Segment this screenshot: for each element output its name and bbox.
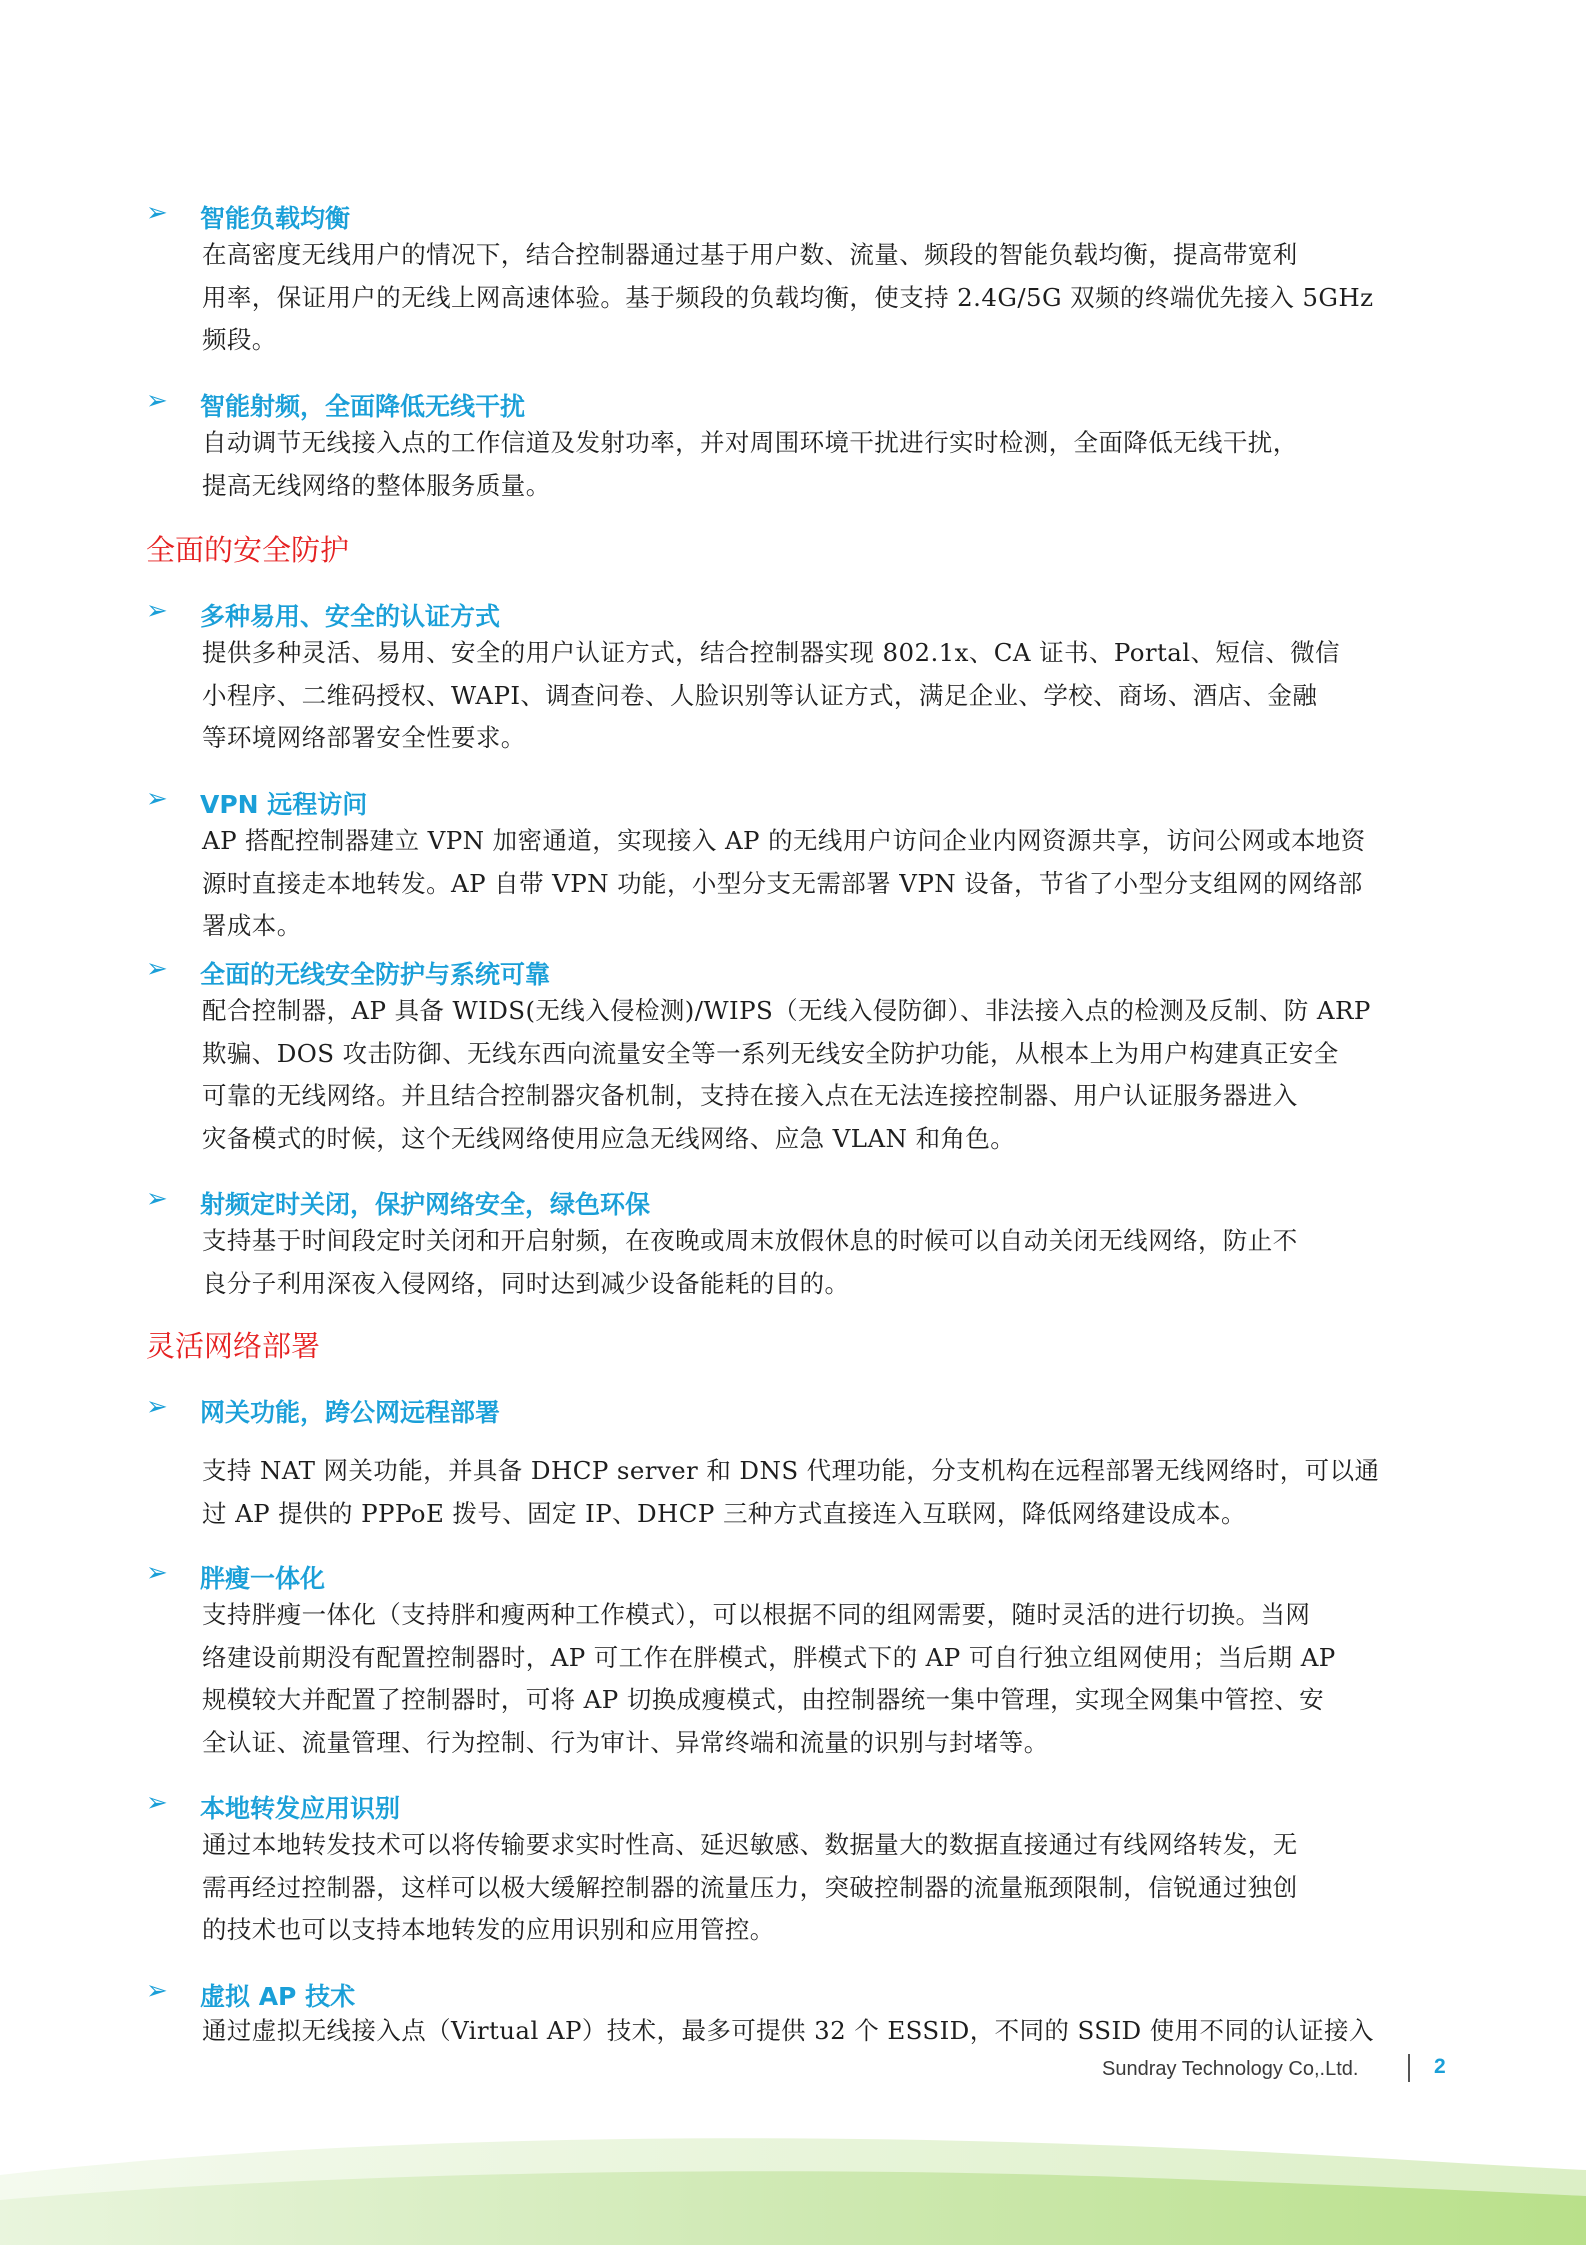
- text-line: 支持胖瘦一体化（支持胖和瘦两种工作模式），可以根据不同的组网需要，随时灵活的进行切换。当网: [202, 1600, 1311, 1629]
- feature-title: 虚拟 AP 技术: [200, 1982, 356, 2011]
- text-line: 络建设前期没有配置控制器时，AP 可工作在胖模式，胖模式下的 AP 可自行独立组网使用；当后期 AP: [202, 1642, 1336, 1672]
- section-heading: 灵活网络部署: [146, 1329, 321, 1363]
- text-line: 支持基于时间段定时关闭和开启射频，在夜晚或周末放假休息的时候可以自动关闭无线网络，防止不: [202, 1226, 1298, 1255]
- arrow-bullet-icon: ➢: [146, 784, 168, 814]
- feature-title: 智能负载均衡: [200, 204, 351, 233]
- text-line: 通过本地转发技术可以将传输要求实时性高、延迟敏感、数据量大的数据直接通过有线网络转发，无: [202, 1830, 1298, 1859]
- text-line: 支持 NAT 网关功能，并具备 DHCP server 和 DNS 代理功能，分支机构在远程部署无线网络时，可以通: [202, 1456, 1380, 1485]
- feature-description: [202, 820, 1448, 948]
- text-line: 规模较大并配置了控制器时，可将 AP 切换成瘦模式，由控制器统一集中管理，实现全网集中管控、安: [202, 1685, 1325, 1714]
- text-line: 可靠的无线网络。并且结合控制器灾备机制，支持在接入点在无法连接控制器、用户认证服务器进入: [202, 1081, 1298, 1110]
- text-line: 等环境网络部署安全性要求。: [202, 723, 526, 752]
- feature-title-row: [0, 1390, 1586, 1430]
- arrow-bullet-icon: ➢: [146, 1788, 168, 1818]
- feature-description: [202, 1450, 1448, 1535]
- decorative-wave: [0, 2130, 1586, 2245]
- feature-item: [0, 1556, 1586, 1757]
- feature-title: 胖瘦一体化: [200, 1564, 326, 1593]
- feature-description: [202, 2010, 1448, 2053]
- arrow-bullet-icon: ➢: [146, 1976, 168, 2006]
- feature-title-row: [0, 1182, 1586, 1222]
- text-line: 署成本。: [202, 911, 302, 940]
- feature-title-row: [0, 384, 1586, 424]
- arrow-bullet-icon: ➢: [146, 1184, 168, 1214]
- arrow-bullet-icon: ➢: [146, 1558, 168, 1588]
- feature-item: [0, 594, 1586, 752]
- text-line: 配合控制器，AP 具备 WIDS(无线入侵检测)/WIPS（无线入侵防御）、非法接入点的检测及反制、防 ARP: [202, 996, 1371, 1025]
- text-line: 提高无线网络的整体服务质量。: [202, 470, 551, 500]
- text-line: 欺骗、DOS 攻击防御、无线东西向流量安全等一系列无线安全防护功能，从根本上为用户构建真正安全: [202, 1038, 1339, 1068]
- feature-title-row: [0, 594, 1586, 634]
- feature-title-row: [0, 1974, 1586, 2014]
- feature-description: [202, 1594, 1448, 1764]
- text-line: 过 AP 提供的 PPPoE 拨号、固定 IP、DHCP 三种方式直接连入互联网，降低网络建设成本。: [202, 1498, 1246, 1528]
- feature-item: [0, 782, 1586, 940]
- feature-title-row: [0, 782, 1586, 822]
- arrow-bullet-icon: ➢: [146, 1392, 168, 1422]
- arrow-bullet-icon: ➢: [146, 198, 168, 228]
- text-line: 良分子利用深夜入侵网络，同时达到减少设备能耗的目的。: [202, 1268, 850, 1298]
- feature-title: 网关功能，跨公网远程部署: [200, 1398, 501, 1427]
- feature-title: 全面的无线安全防护与系统可靠: [200, 960, 551, 989]
- text-line: 自动调节无线接入点的工作信道及发射功率，并对周围环境干扰进行实时检测，全面降低无线干扰，: [202, 428, 1298, 457]
- text-line: 全认证、流量管理、行为控制、行为审计、异常终端和流量的识别与封堵等。: [202, 1727, 1049, 1757]
- text-line: 提供多种灵活、易用、安全的用户认证方式，结合控制器实现 802.1x、CA 证书、Portal、短信、微信: [202, 638, 1340, 667]
- feature-title: 本地转发应用识别: [200, 1794, 401, 1823]
- text-line: 通过虚拟无线接入点（Virtual AP）技术，最多可提供 32 个 ESSID，不同的 SSID 使用不同的认证接入: [202, 2016, 1374, 2045]
- feature-title-row: [0, 196, 1586, 236]
- footer-company: Sundray Technology Co,.Ltd.: [1102, 2058, 1359, 2080]
- text-line: AP 搭配控制器建立 VPN 加密通道，实现接入 AP 的无线用户访问企业内网资源共享，访问公网或本地资: [202, 826, 1366, 855]
- text-line: 频段。: [202, 325, 277, 354]
- feature-title: 多种易用、安全的认证方式: [200, 602, 501, 631]
- feature-description: [202, 422, 1448, 507]
- text-line: 灾备模式的时候，这个无线网络使用应急无线网络、应急 VLAN 和角色。: [202, 1123, 1016, 1153]
- feature-title: VPN 远程访问: [200, 790, 368, 819]
- feature-item: [0, 1182, 1586, 1298]
- feature-title-row: [0, 1556, 1586, 1596]
- text-line: 在高密度无线用户的情况下，结合控制器通过基于用户数、流量、频段的智能负载均衡，提高带宽利: [202, 240, 1298, 269]
- text-line: 的技术也可以支持本地转发的应用识别和应用管控。: [202, 1915, 775, 1944]
- feature-item: [0, 1390, 1586, 1528]
- arrow-bullet-icon: ➢: [146, 954, 168, 984]
- feature-description: [202, 990, 1448, 1160]
- feature-title-row: [0, 1786, 1586, 1826]
- feature-item: [0, 952, 1586, 1153]
- feature-item: [0, 196, 1586, 354]
- text-line: 需再经过控制器，这样可以极大缓解控制器的流量压力，突破控制器的流量瓶颈限制，信锐通过独创: [202, 1872, 1298, 1902]
- feature-description: [202, 1824, 1448, 1952]
- text-line: 用率，保证用户的无线上网高速体验。基于频段的负载均衡，使支持 2.4G/5G 双频的终端优先接入 5GHz: [202, 282, 1374, 312]
- feature-title: 射频定时关闭，保护网络安全，绿色环保: [200, 1190, 651, 1219]
- feature-description: [202, 632, 1448, 760]
- feature-title-row: [0, 952, 1586, 992]
- feature-description: [202, 234, 1448, 362]
- arrow-bullet-icon: ➢: [146, 596, 168, 626]
- feature-item: [0, 1786, 1586, 1944]
- text-line: 小程序、二维码授权、WAPI、调查问卷、人脸识别等认证方式，满足企业、学校、商场、酒店、金融: [202, 680, 1318, 710]
- page-number: 2: [1434, 2055, 1446, 2078]
- text-line: 源时直接走本地转发。AP 自带 VPN 功能，小型分支无需部署 VPN 设备，节省了小型分支组网的网络部: [202, 868, 1363, 898]
- arrow-bullet-icon: ➢: [146, 386, 168, 416]
- feature-description: [202, 1220, 1448, 1305]
- feature-item: [0, 384, 1586, 500]
- feature-item: [0, 1974, 1586, 2045]
- feature-title: 智能射频，全面降低无线干扰: [200, 392, 526, 421]
- footer-divider: [1408, 2054, 1410, 2082]
- section-heading: 全面的安全防护: [146, 533, 350, 567]
